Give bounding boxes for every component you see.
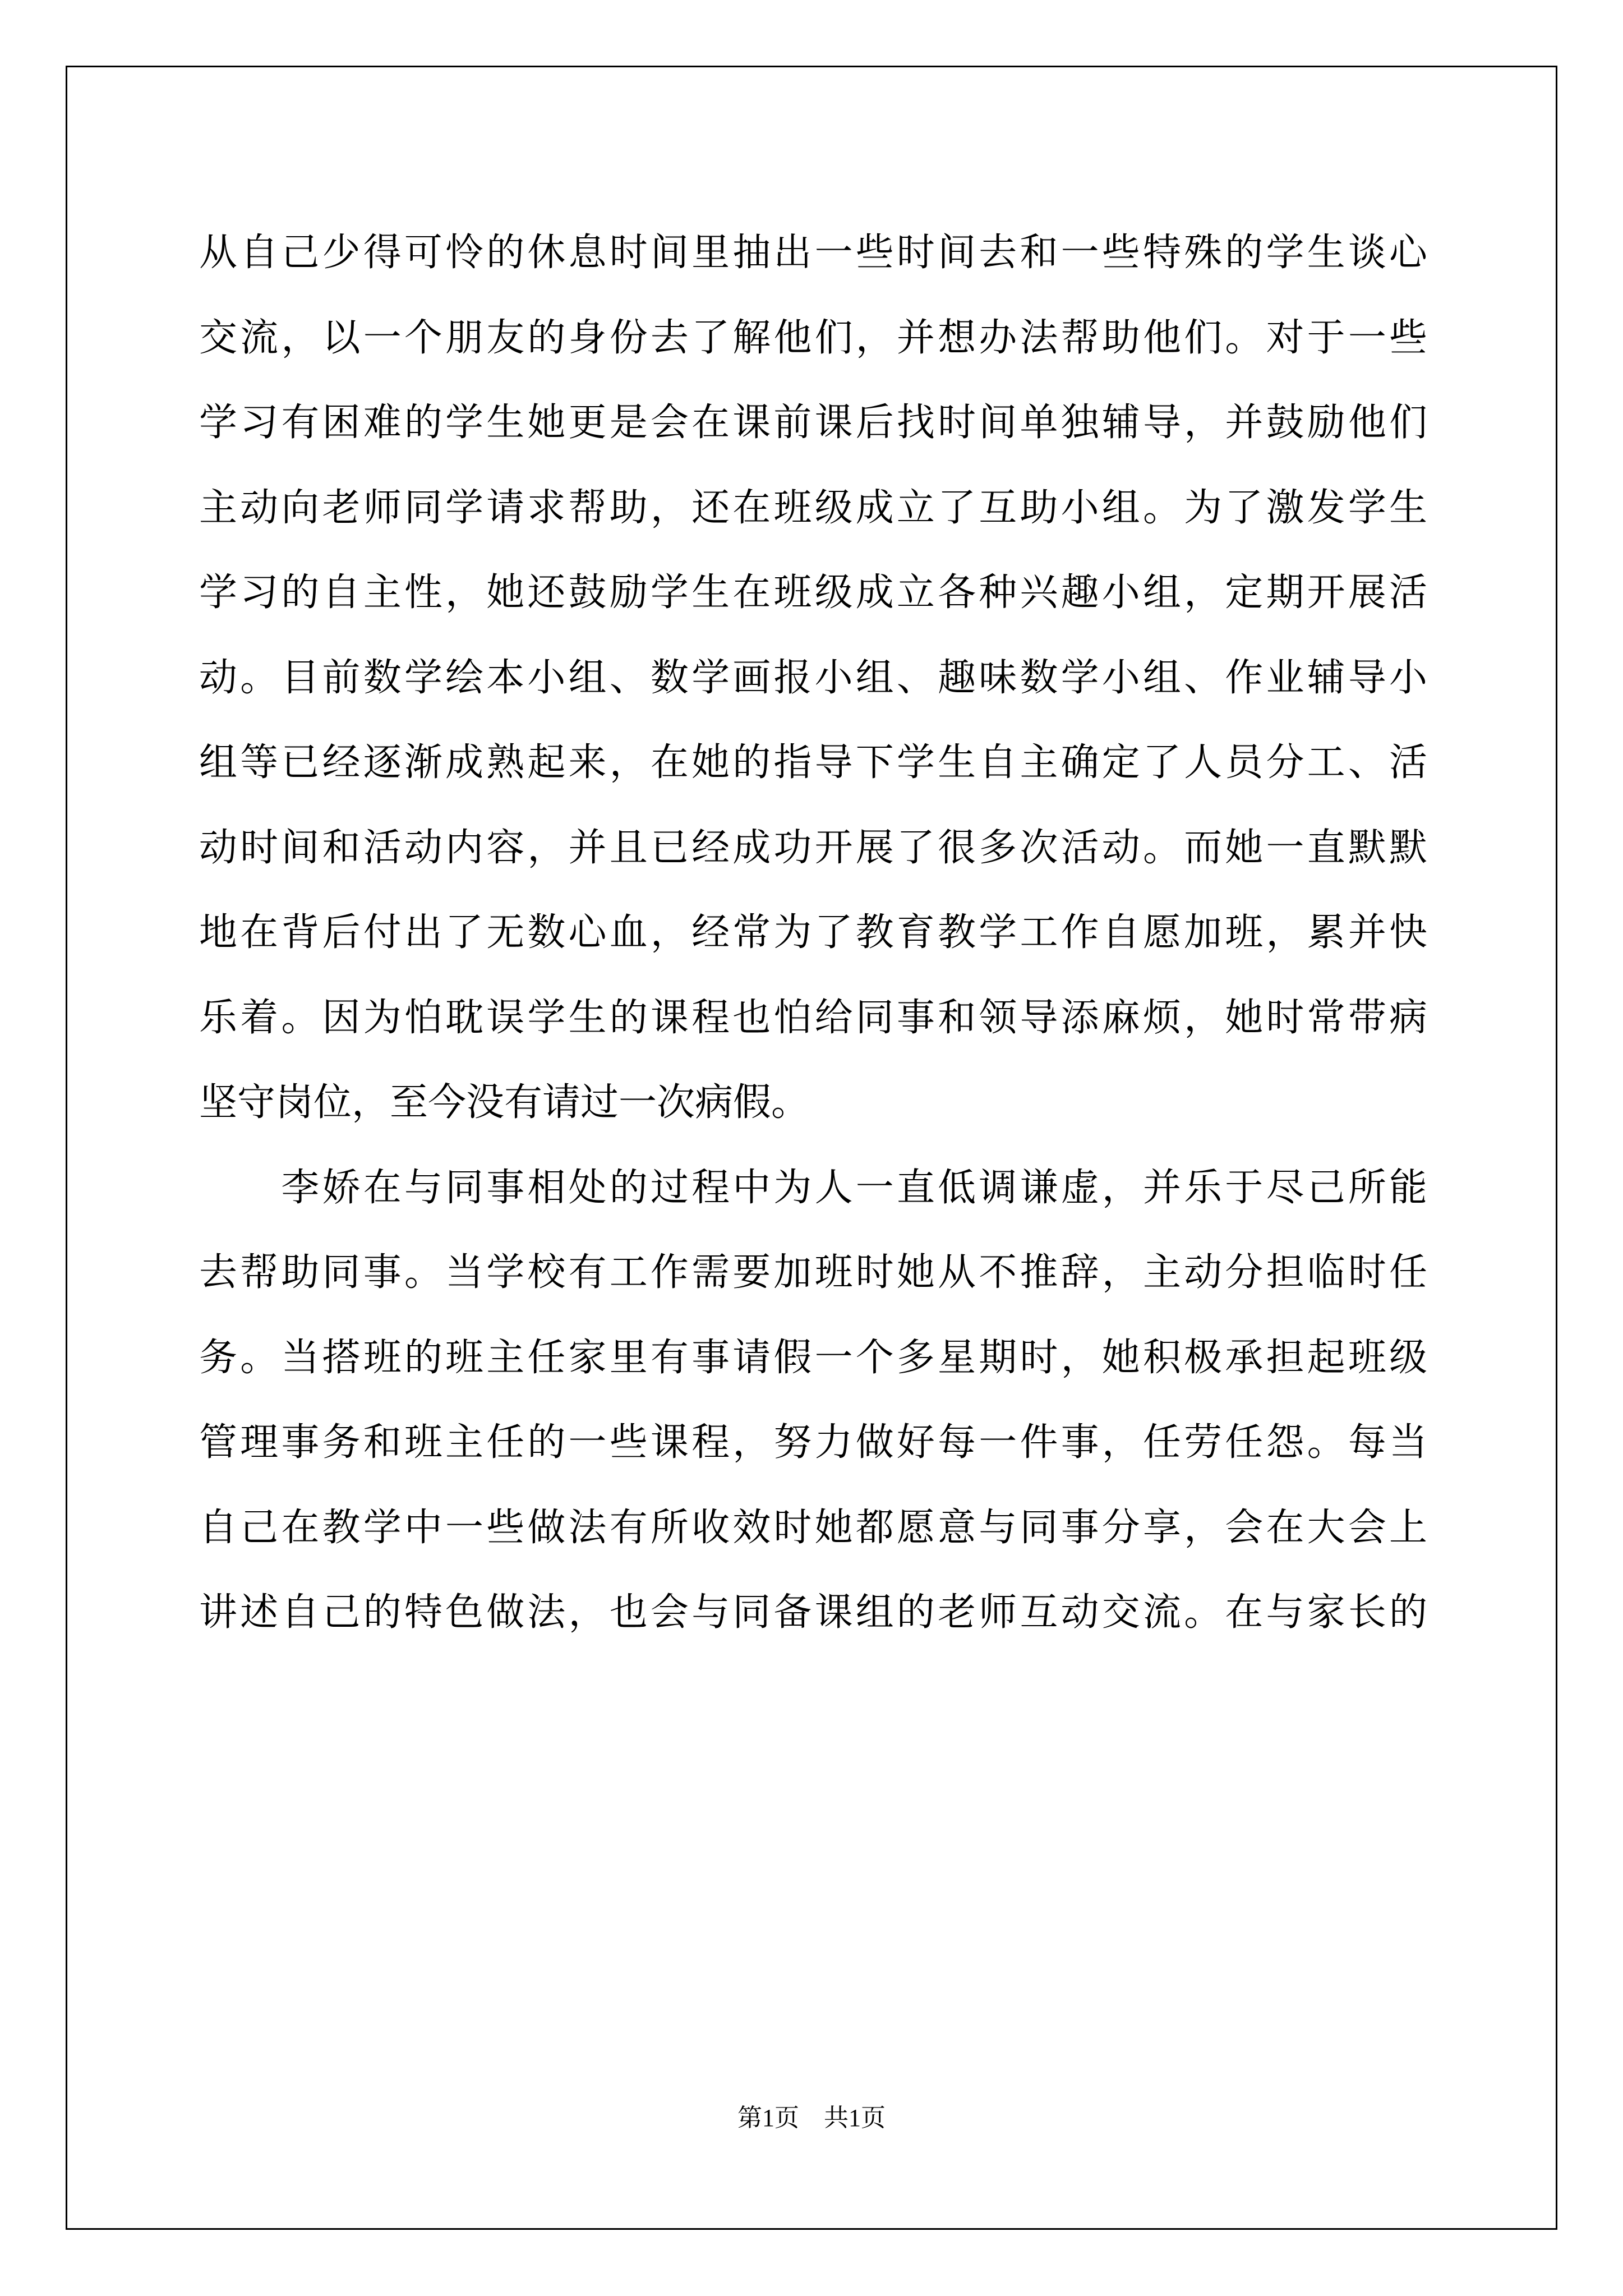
body-line: 学习有困难的学生她更是会在课前课后找时间单独辅导，并鼓励他们 [199, 401, 1427, 445]
body-line: 去帮助同事。当学校有工作需要加班时她从不推辞，主动分担临时任 [199, 1250, 1427, 1295]
body-line: 学习的自主性，她还鼓励学生在班级成立各种兴趣小组，定期开展活 [199, 570, 1427, 615]
body-line: 从自己少得可怜的休息时间里抽出一些时间去和一些特殊的学生谈心 [199, 231, 1427, 275]
body-line-paragraph-start: 李娇在与同事相处的过程中为人一直低调谦虚，并乐于尽己所能 [199, 1165, 1427, 1210]
body-line: 务。当搭班的班主任家里有事请假一个多星期时，她积极承担起班级 [199, 1335, 1427, 1380]
body-line: 组等已经逐渐成熟起来，在她的指导下学生自主确定了人员分工、活 [199, 740, 1427, 785]
body-line: 交流，以一个朋友的身份去了解他们，并想办法帮助他们。对于一些 [199, 315, 1427, 360]
body-line: 动。目前数学绘本小组、数学画报小组、趣味数学小组、作业辅导小 [199, 655, 1427, 700]
body-line: 管理事务和班主任的一些课程，努力做好每一件事，任劳任怨。每当 [199, 1420, 1427, 1465]
body-line: 讲述自己的特色做法，也会与同备课组的老师互动交流。在与家长的 [199, 1590, 1427, 1635]
body-line: 乐着。因为怕耽误学生的课程也怕给同事和领导添麻烦，她时常带病 [199, 995, 1427, 1040]
body-line: 动时间和活动内容，并且已经成功开展了很多次活动。而她一直默默 [199, 825, 1427, 870]
page-number-footer: 第1页 共1页 [737, 2104, 886, 2132]
document-body [199, 210, 1427, 1655]
body-line-paragraph-end: 坚守岗位，至今没有请过一次病假。 [199, 1080, 810, 1125]
body-line: 地在背后付出了无数心血，经常为了教育教学工作自愿加班，累并快 [199, 910, 1427, 955]
body-line: 自己在教学中一些做法有所收效时她都愿意与同事分享，会在大会上 [199, 1505, 1427, 1550]
body-line: 主动向老师同学请求帮助，还在班级成立了互助小组。为了激发学生 [199, 485, 1427, 530]
